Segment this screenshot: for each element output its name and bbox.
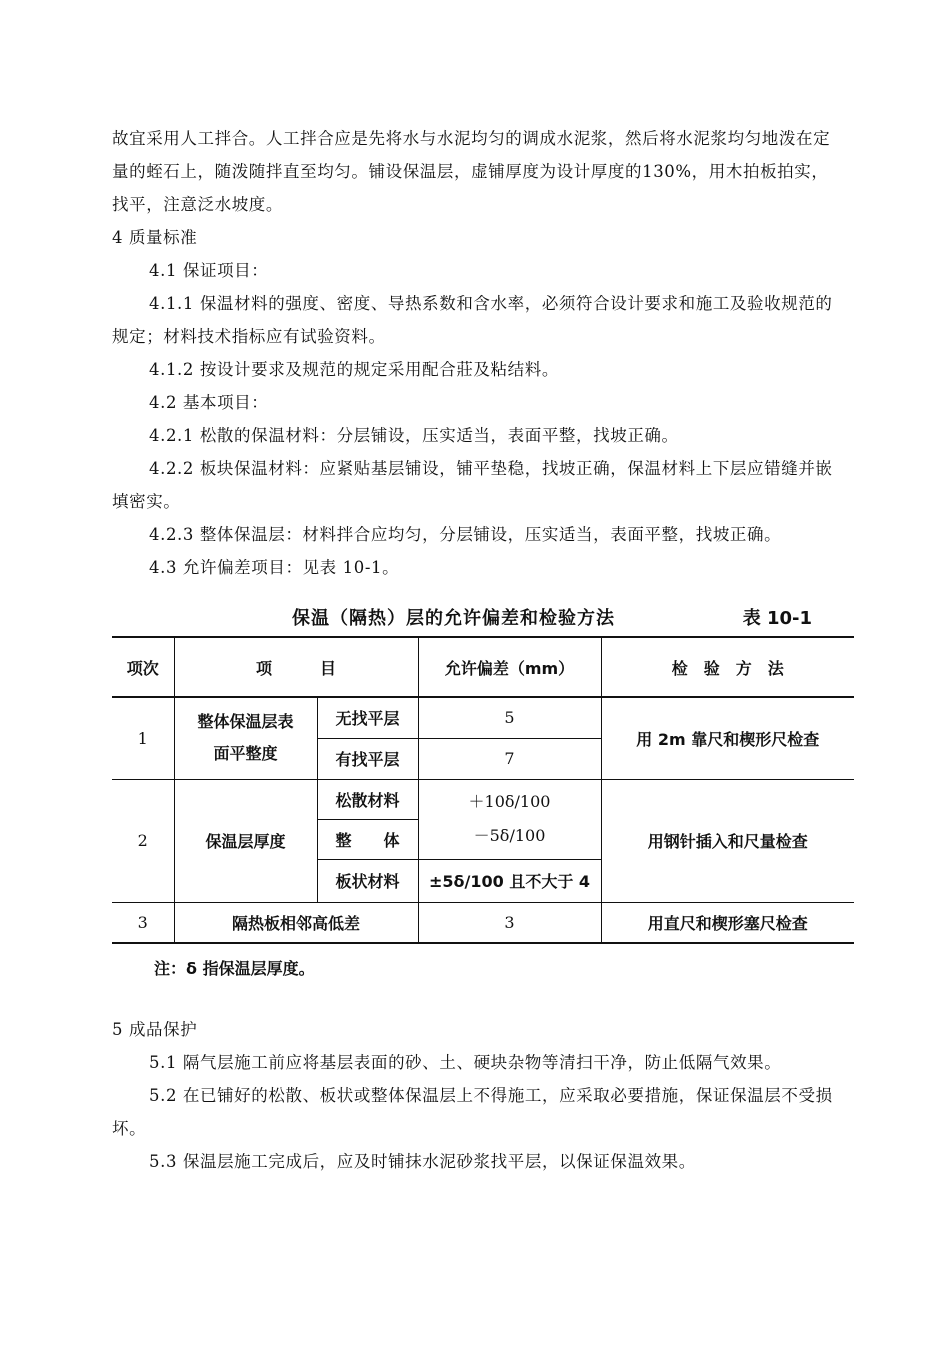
section-heading-protection: 5 成品保护 [112,1020,198,1039]
paragraph: 4.1.2 按设计要求及规范的规定采用配合莊及粘结料。 [149,360,559,379]
table-row [112,697,854,738]
table-title: 保温（隔热）层的允许偏差和检验方法 [292,608,615,629]
paragraph: 4.3 允许偏差项目：见表 10-1。 [149,558,400,577]
cell-sub: 无找平层 [317,697,418,738]
section-heading-quality: 4 质量标准 [112,228,198,247]
cell-group: 保温层厚度 [174,779,317,902]
cell-tolerance: 5 [418,697,601,738]
cell-sub: 松散材料 [317,779,418,819]
cell-tolerance [418,779,601,859]
header-item: 项 目 [174,637,418,697]
header-no: 项次 [112,637,174,697]
table-row [112,902,854,943]
tolerance-minus: －5δ/100 [473,826,546,845]
paragraph: 5.1 隔气层施工前应将基层表面的砂、土、硬块杂物等清扫干净，防止低隔气效果。 [149,1053,782,1072]
cell-group: 整体保温层表面平整度 [174,697,317,779]
table-number: 表 10-1 [742,608,812,629]
header-tolerance: 允许偏差（mm） [418,637,601,697]
table-caption [112,598,842,634]
paragraph: 5.3 保温层施工完成后，应及时铺抹水泥砂浆找平层，以保证保温效果。 [149,1152,696,1171]
cell-tolerance: 3 [418,902,601,943]
tolerance-plus: ＋10δ/100 [468,792,551,811]
table-note: 注：δ 指保温层厚度。 [154,959,315,978]
cell-sub: 板状材料 [317,859,418,902]
document-page [112,122,842,1178]
paragraph: 5.2 在已铺好的松散、板状或整体保温层上不得施工，应采取必要措施，保证保温层不受损坏。 [112,1086,833,1138]
cell-tolerance: ±5δ/100 且不大于 4 [418,859,601,902]
cell-method: 用钢针插入和尺量检查 [601,779,854,902]
paragraph: 4.2.1 松散的保温材料：分层铺设，压实适当，表面平整，找坡正确。 [149,426,679,445]
cell-no: 3 [112,902,174,943]
tolerance-table [112,636,854,944]
cell-no: 1 [112,697,174,779]
table-header-row [112,637,854,697]
paragraph: 4.1.1 保温材料的强度、密度、导热系数和含水率，必须符合设计要求和施工及验收规范的规定；材料技术指标应有试验资料。 [112,294,833,346]
paragraph: 4.2.2 板块保温材料：应紧贴基层铺设，铺平垫稳，找坡正确，保温材料上下层应错缝并嵌填密实。 [112,459,833,511]
cell-tolerance: 7 [418,738,601,779]
cell-method: 用直尺和楔形塞尺检查 [601,902,854,943]
table-row [112,779,854,819]
top-text [112,122,842,584]
paragraph: 4.2 基本项目： [149,393,269,412]
bottom-text [112,1013,842,1178]
cell-sub: 整 体 [317,819,418,859]
cell-method: 用 2m 靠尺和楔形尺检查 [601,697,854,779]
paragraph: 故宜采用人工拌合。人工拌合应是先将水与水泥均匀的调成水泥浆，然后将水泥浆均匀地泼在定量的蛭石上，随泼随拌直至均匀。铺设保温层，虚铺厚度为设计厚度的130%，用木拍板拍实，找平，注意泛水坡度。 [112,129,831,214]
cell-no: 2 [112,779,174,902]
cell-sub: 有找平层 [317,738,418,779]
header-method: 检 验 方 法 [601,637,854,697]
paragraph: 4.1 保证项目： [149,261,269,280]
paragraph: 4.2.3 整体保温层：材料拌合应均匀，分层铺设，压实适当，表面平整，找坡正确。 [149,525,782,544]
cell-item: 隔热板相邻高低差 [174,902,418,943]
